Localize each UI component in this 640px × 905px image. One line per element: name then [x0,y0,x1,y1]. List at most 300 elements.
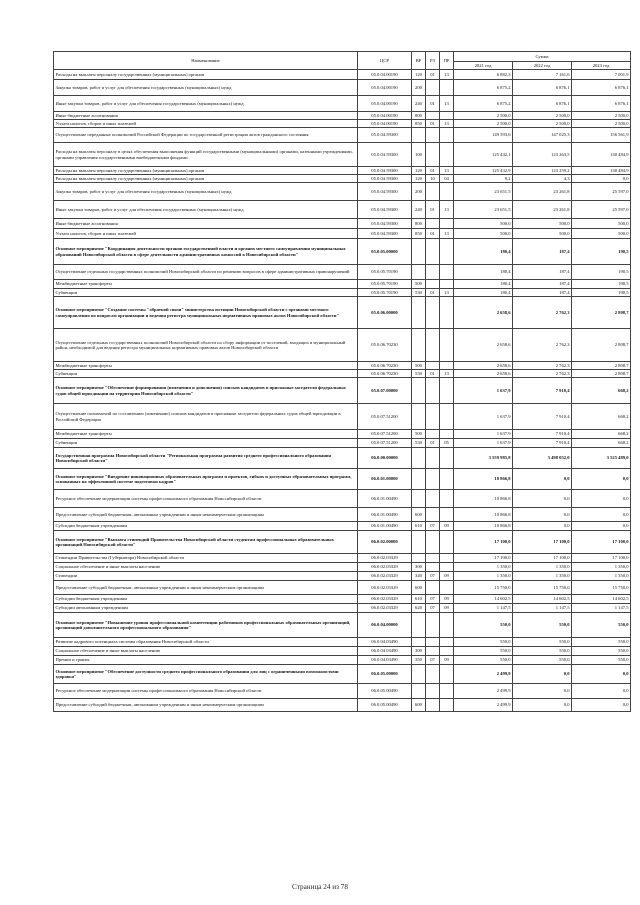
row-vr [412,378,426,404]
row-sum-2023: 500,0 [572,219,631,229]
row-vr: 530 [412,289,426,297]
row-csr: 06.0.04.00000 [358,613,412,638]
table-row [54,684,631,699]
row-sum-2021: 2 499,9 [454,684,513,699]
row-sum-2021: 1 637,9 [454,404,513,430]
row-csr: 06.0.04.03490 [358,638,412,647]
row-sum-2021: 1 637,9 [454,430,513,439]
row-sum-2022: 1 350,0 [513,563,572,572]
row-sum-2022: 4,3 [513,175,572,183]
row-name: Уплата налогов, сборов и иных платежей [54,229,358,239]
row-sum-2021: 550,0 [454,613,513,638]
row-sum-2022: 187,4 [513,265,572,280]
row-name: Основное мероприятие "Обеспечение доступности среднего профессионального образования для лиц с ограниченными возможностями здоровья" [54,665,358,684]
row-vr: 500 [412,280,426,289]
row-pr: 13 [440,229,454,239]
row-vr: 530 [412,439,426,448]
row-vr [412,531,426,554]
row-name: Основное мероприятие "Создание системы "обратной связи" министерства юстиции Новосибирской области с органами местного самоуправления по вопросам организации и ведения регистра муниципальных нормативных правовых актов Новосибирской области" [54,297,358,329]
row-rz: 10 [426,175,440,183]
table-row [54,656,631,665]
row-rz [426,297,440,329]
table-row [54,469,631,490]
table-row [54,604,631,613]
row-pr [440,128,454,143]
row-rz [426,280,440,289]
row-rz: 07 [426,604,440,613]
table-row [54,508,631,522]
row-sum-2023: 3 525 489,0 [572,448,631,469]
row-vr: 300 [412,563,426,572]
row-name: Расходы на выплаты персоналу государственных (муниципальных) органов [54,167,358,175]
row-vr: 530 [412,370,426,378]
table-row [54,531,631,554]
row-name: Осуществление полномочий по составлению (изменению) списков кандидатов в присяжные заседатели федеральных судов общей юрисдикции в Российской Федерации [54,404,358,430]
row-name: Субсидии бюджетным учреждениям [54,595,358,604]
row-vr [412,297,426,329]
row-csr: 05.0.05.00000 [358,239,412,265]
row-sum-2023: 550,0 [572,647,631,656]
row-sum-2023: 25 597,0 [572,201,631,219]
row-name: Основное мероприятие "Повышение уровня профессиональной компетенции работников профессиональных образовательных организаций, организаций дополнительного профессионального образования" [54,613,358,638]
table-row [54,522,631,531]
row-csr: 05.0.04.00190 [358,96,412,112]
row-rz [426,183,440,201]
row-pr [440,647,454,656]
row-rz [426,665,440,684]
row-pr: 13 [440,96,454,112]
row-name: Премии и гранты [54,656,358,665]
row-sum-2023: 2 808,7 [572,329,631,362]
row-sum-2023: 668,2 [572,378,631,404]
row-sum-2022: 550,0 [513,656,572,665]
row-sum-2023: 17 100,0 [572,531,631,554]
row-sum-2021: 6 875,2 [454,80,513,96]
row-sum-2023: 550,0 [572,656,631,665]
header-sum: Сумма [454,52,631,62]
row-pr [440,684,454,699]
row-pr: 13 [440,201,454,219]
row-csr: 06.0.02.03329 [358,572,412,581]
row-csr: 05.0.06.70230 [358,362,412,370]
row-sum-2021: 15 750,0 [454,581,513,595]
row-name: Межбюджетные трансферты [54,280,358,289]
row-sum-2021: 180,4 [454,280,513,289]
row-vr: 600 [412,699,426,712]
row-rz [426,128,440,143]
row-rz [426,239,440,265]
row-pr [440,280,454,289]
budget-table [53,51,631,712]
row-sum-2023: 0,0 [572,175,631,183]
row-pr [440,490,454,508]
row-pr: 13 [440,70,454,80]
row-sum-2023: 6 876,1 [572,96,631,112]
row-name: Расходы на выплаты персоналу в целях обеспечения выполнения функций государственными (муниципальными) органами, казенными учреждениями, органами управления государственными внебюджетными фондами [54,143,358,167]
row-csr: 06.0.04.03490 [358,647,412,656]
row-vr: 500 [412,430,426,439]
row-sum-2022: 6 876,1 [513,80,572,96]
row-rz [426,647,440,656]
row-vr: 850 [412,229,426,239]
table-row [54,167,631,175]
row-sum-2023: 6 876,1 [572,80,631,96]
header-pr: ПР [440,52,454,70]
table-row [54,572,631,581]
row-vr [412,239,426,265]
row-sum-2023: 0,0 [572,508,631,522]
header-csr: ЦСР [358,52,412,70]
page-number: Страница 24 из 78 [292,883,348,891]
header-name: Наименование [54,52,358,70]
row-rz: 07 [426,572,440,581]
row-vr [412,404,426,430]
row-pr [440,448,454,469]
table-header [54,52,631,70]
row-sum-2022: 187,4 [513,280,572,289]
row-pr [440,219,454,229]
row-vr: 340 [412,572,426,581]
table-row [54,289,631,297]
row-csr: 05.0.07.51200 [358,439,412,448]
row-rz [426,378,440,404]
row-rz [426,430,440,439]
row-pr [440,613,454,638]
row-rz [426,362,440,370]
row-pr: 09 [440,572,454,581]
row-sum-2023: 0,0 [572,665,631,684]
row-sum-2021: 180,4 [454,289,513,297]
row-sum-2022: 0,0 [513,469,572,490]
table-row [54,229,631,239]
row-sum-2021: 2 658,6 [454,329,513,362]
row-name: Иные закупки товаров, работ и услуг для обеспечения государственных (муниципальных) нужд [54,96,358,112]
row-pr [440,378,454,404]
row-sum-2021: 500,0 [454,219,513,229]
table-row [54,175,631,183]
row-pr [440,665,454,684]
row-sum-2022: 23 261,8 [513,201,572,219]
row-rz [426,490,440,508]
row-rz [426,265,440,280]
row-rz [426,80,440,96]
row-vr: 610 [412,595,426,604]
row-vr: 240 [412,201,426,219]
row-sum-2022: 7 910,4 [513,404,572,430]
row-name: Уплата налогов, сборов и иных платежей [54,120,358,128]
row-sum-2022: 6 876,1 [513,96,572,112]
row-csr: 05.0.06.00000 [358,297,412,329]
row-vr: 800 [412,112,426,120]
row-name: Стипендии Правительства (Губернатора) Новосибирской области [54,554,358,563]
row-sum-2021: 149 593,6 [454,128,513,143]
budget-sheet [53,51,630,712]
row-sum-2023: 0,0 [572,469,631,490]
row-name: Предоставление субсидий бюджетным, автономным учреждениям и иным некоммерческим организациям [54,581,358,595]
row-sum-2022: 187,4 [513,289,572,297]
row-name: Осуществление отдельных государственных полномочий Новосибирской области по сбору информации от поселений, входящих в муниципальный район, необходимой для ведения регистра муниципальных нормативных правовых актов Новосибирской области [54,329,358,362]
row-csr: 05.0.07.51200 [358,430,412,439]
row-vr: 200 [412,80,426,96]
table-row [54,80,631,96]
row-csr: 05.0.06.70230 [358,370,412,378]
row-rz: 01 [426,96,440,112]
row-sum-2022: 23 261,8 [513,183,572,201]
row-pr [440,699,454,712]
table-row [54,143,631,167]
header-year-2022: 2022 год [513,62,572,70]
row-name: Ресурсное обеспечение модернизации системы профессионального образования Новосибирской области [54,490,358,508]
table-row [54,378,631,404]
row-sum-2023: 15 750,0 [572,581,631,595]
row-rz [426,219,440,229]
row-sum-2022: 2 500,0 [513,120,572,128]
row-csr: 06.0.05.00490 [358,684,412,699]
row-sum-2023: 190,5 [572,289,631,297]
row-pr [440,531,454,554]
row-sum-2022: 0,0 [513,522,572,531]
row-pr [440,469,454,490]
row-name: Основное мероприятие "Внедрение инновационных образовательных программ и проектов, гибких и доступных образовательных программ, основанных на эффективной системе подготовки кадров" [54,469,358,490]
row-pr [440,362,454,370]
row-sum-2023: 1 350,0 [572,572,631,581]
row-sum-2023: 190,5 [572,239,631,265]
row-vr: 120 [412,175,426,183]
row-csr: 05.0.05.70190 [358,289,412,297]
row-sum-2022: 17 100,0 [513,554,572,563]
row-vr [412,684,426,699]
row-vr: 620 [412,604,426,613]
row-csr: 06.0.05.00490 [358,699,412,712]
row-csr: 05.0.04.59300 [358,143,412,167]
row-sum-2021: 2 500,0 [454,120,513,128]
row-vr: 600 [412,581,426,595]
header-year-2023: 2023 год [572,62,631,70]
row-vr: 610 [412,522,426,531]
row-csr: 06.0.04.03490 [358,656,412,665]
table-row [54,370,631,378]
row-vr [412,469,426,490]
row-sum-2023: 1 350,0 [572,563,631,572]
row-name: Субсидии автономным учреждениям [54,604,358,613]
row-name: Основное мероприятие "Обеспечение формирования (изменения и дополнения) списков кандидатов в присяжные заседатели федеральных судов общей юрисдикции на территории Новосибирской области" [54,378,358,404]
row-csr: 05.0.04.59300 [358,128,412,143]
row-sum-2022: 2 500,0 [513,112,572,120]
table-row [54,280,631,289]
row-sum-2021: 1 637,9 [454,378,513,404]
row-sum-2023: 668,2 [572,430,631,439]
row-sum-2021: 9,2 [454,175,513,183]
row-rz: 01 [426,167,440,175]
row-rz [426,531,440,554]
row-vr: 850 [412,120,426,128]
row-pr [440,404,454,430]
row-vr [412,490,426,508]
row-name: Субвенции [54,370,358,378]
row-sum-2022: 550,0 [513,638,572,647]
row-sum-2021: 23 651,5 [454,183,513,201]
row-sum-2023: 130 484,9 [572,143,631,167]
table-row [54,96,631,112]
row-pr [440,112,454,120]
row-vr [412,638,426,647]
row-sum-2023: 2 808,7 [572,297,631,329]
table-row [54,70,631,80]
row-pr [440,143,454,167]
row-csr: 06.0.02.03329 [358,595,412,604]
row-rz [426,563,440,572]
table-row [54,201,631,219]
table-row [54,120,631,128]
table-row [54,595,631,604]
row-sum-2022: 7 910,4 [513,430,572,439]
row-name: Государственная программа Новосибирской области "Региональная программа развития среднего профессионального образования Новосибирской области" [54,448,358,469]
row-sum-2021: 550,0 [454,656,513,665]
row-rz [426,613,440,638]
row-pr: 13 [440,167,454,175]
row-vr: 200 [412,183,426,201]
row-rz [426,684,440,699]
row-rz [426,329,440,362]
row-rz: 01 [426,201,440,219]
row-vr: 120 [412,167,426,175]
row-rz [426,448,440,469]
row-vr [412,613,426,638]
row-csr: 05.0.04.59300 [358,219,412,229]
row-pr: 05 [440,439,454,448]
row-name: Иные бюджетные ассигнования [54,219,358,229]
row-sum-2021: 2 500,0 [454,112,513,120]
row-rz [426,112,440,120]
row-sum-2021: 550,0 [454,647,513,656]
row-sum-2022: 7 161,6 [513,70,572,80]
table-row [54,183,631,201]
row-csr: 05.0.04.59300 [358,183,412,201]
row-csr: 05.0.04.00190 [358,70,412,80]
table-row [54,448,631,469]
row-pr: 13 [440,370,454,378]
row-sum-2022: 17 100,0 [513,531,572,554]
row-rz [426,143,440,167]
table-row [54,699,631,712]
row-sum-2023: 1 147,5 [572,604,631,613]
row-rz [426,554,440,563]
row-sum-2021: 2 499,9 [454,665,513,684]
row-sum-2023: 190,5 [572,265,631,280]
table-row [54,128,631,143]
row-pr [440,563,454,572]
row-rz: 07 [426,522,440,531]
row-csr: 06.0.01.00490 [358,490,412,508]
row-sum-2021: 10 866,8 [454,508,513,522]
row-sum-2023: 500,0 [572,229,631,239]
row-sum-2022: 500,0 [513,219,572,229]
row-sum-2021: 125 432,9 [454,167,513,175]
row-sum-2021: 500,0 [454,229,513,239]
row-name: Ресурсное обеспечение модернизации системы профессионального образования Новосибирской области [54,684,358,699]
row-sum-2023: 2 808,7 [572,362,631,370]
table-row [54,554,631,563]
table-row [54,647,631,656]
row-csr: 05.0.06.70230 [358,329,412,362]
table-row [54,563,631,572]
row-sum-2021: 1 147,5 [454,604,513,613]
row-sum-2021: 1 350,0 [454,572,513,581]
row-name: Социальное обеспечение и иные выплаты населению [54,647,358,656]
row-csr: 06.0.02.03329 [358,581,412,595]
row-sum-2023: 25 597,0 [572,183,631,201]
row-name: Субвенции [54,439,358,448]
row-csr: 06.0.05.00000 [358,665,412,684]
row-sum-2023: 14 602,5 [572,595,631,604]
row-name: Осуществление отдельных государственных полномочий Новосибирской области по решению вопросов в сфере административных правонарушений [54,265,358,280]
row-vr: 100 [412,143,426,167]
row-vr: 600 [412,508,426,522]
row-rz [426,404,440,430]
row-csr: 05.0.05.70190 [358,280,412,289]
table-body [54,70,631,712]
row-rz [426,508,440,522]
row-vr: 500 [412,362,426,370]
row-name: Основное мероприятие "Выплата стипендий Правительства Новосибирской области студентам профессиональных образовательных организаций Новосибирской области" [54,531,358,554]
row-csr: 05.0.04.00190 [358,80,412,96]
row-rz: 01 [426,370,440,378]
row-sum-2023: 0,0 [572,490,631,508]
row-sum-2021: 17 100,0 [454,531,513,554]
row-vr: 800 [412,219,426,229]
row-vr: 300 [412,647,426,656]
row-pr [440,80,454,96]
row-sum-2021: 6 882,3 [454,70,513,80]
row-sum-2021: 10 866,8 [454,490,513,508]
row-rz: 01 [426,439,440,448]
row-csr: 06.0.01.00490 [358,522,412,531]
row-csr: 05.0.07.00000 [358,378,412,404]
row-pr [440,508,454,522]
row-name: Межбюджетные трансферты [54,362,358,370]
row-pr: 13 [440,120,454,128]
row-pr [440,329,454,362]
row-sum-2023: 550,0 [572,638,631,647]
row-sum-2021: 17 100,0 [454,554,513,563]
row-sum-2022: 500,0 [513,229,572,239]
row-name: Субсидии бюджетным учреждениям [54,522,358,531]
row-sum-2021: 2 499,9 [454,699,513,712]
table-row [54,404,631,430]
row-name: Иные закупки товаров, работ и услуг для обеспечения государственных (муниципальных) нужд [54,201,358,219]
row-sum-2022: 1 350,0 [513,572,572,581]
row-pr [440,297,454,329]
row-rz [426,469,440,490]
header-year-2021: 2021 год [454,62,513,70]
table-row [54,665,631,684]
row-name: Социальное обеспечение и иные выплаты населению [54,563,358,572]
row-sum-2022: 550,0 [513,613,572,638]
row-sum-2022: 7 910,4 [513,439,572,448]
row-sum-2023: 130 484,9 [572,167,631,175]
row-sum-2022: 0,0 [513,490,572,508]
row-name: Предоставление субсидий бюджетным, автономным учреждениям и иным некоммерческим организациям [54,699,358,712]
row-pr [440,265,454,280]
row-pr: 13 [440,289,454,297]
row-sum-2023: 0,0 [572,699,631,712]
table-row [54,265,631,280]
row-csr: 05.0.04.59300 [358,229,412,239]
row-csr: 06.0.01.00000 [358,469,412,490]
row-rz: 01 [426,229,440,239]
row-sum-2022: 0,0 [513,684,572,699]
table-row [54,219,631,229]
